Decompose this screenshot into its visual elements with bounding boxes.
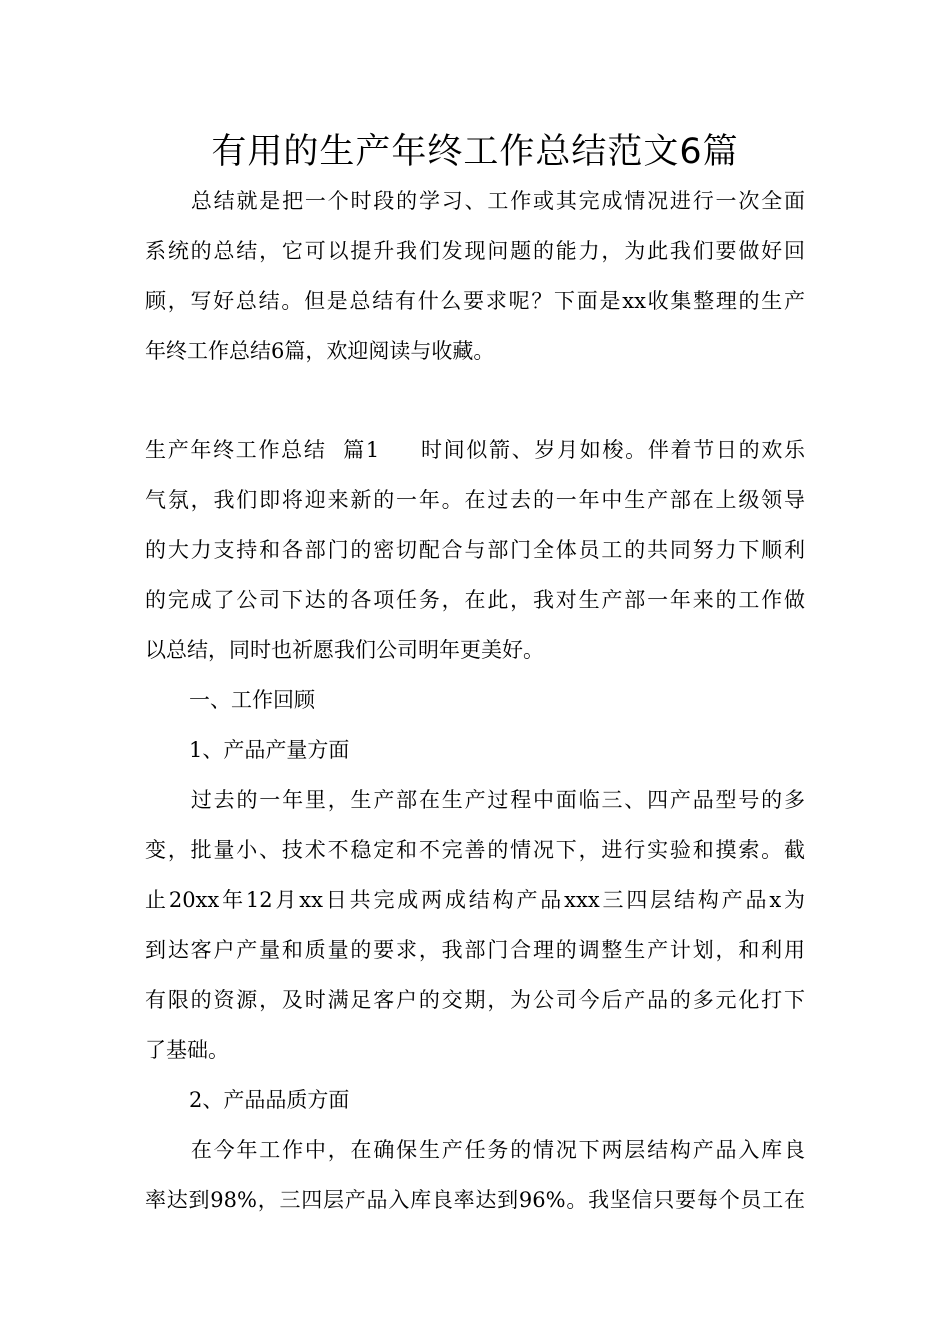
section1-line: 的大力支持和各部门的密切配合与部门全体员工的共同努力下顺利 [145, 538, 805, 562]
section1-line: 气氛，我们即将迎来新的一年。在过去的一年中生产部在上级领导 [145, 488, 805, 512]
output-line: 止20xx年12月xx日共完成两成结构产品xxx三四层结构产品x为 [145, 888, 805, 912]
section1-line: 以总结，同时也祈愿我们公司明年更美好。 [145, 638, 544, 662]
quality-line: 率达到98%，三四层产品入库良率达到96%。我坚信只要每个员工在 [145, 1188, 805, 1212]
review-heading: 一、工作回顾 [189, 688, 315, 712]
output-line: 到达客户产量和质量的要求，我部门合理的调整生产计划，和利用 [145, 938, 805, 962]
intro-line: 年终工作总结6篇，欢迎阅读与收藏。 [145, 339, 495, 363]
section1-heading: 生产年终工作总结 篇1 [145, 438, 380, 462]
output-line: 有限的资源，及时满足客户的交期，为公司今后产品的多元化打下 [145, 988, 805, 1012]
intro-line: 总结就是把一个时段的学习、工作或其完成情况进行一次全面 [189, 189, 805, 213]
output-line: 变，批量小、技术不稳定和不完善的情况下，进行实验和摸索。截 [145, 838, 805, 862]
intro-line: 顾，写好总结。但是总结有什么要求呢？下面是xx收集整理的生产 [145, 289, 805, 313]
document-title: 有用的生产年终工作总结范文6篇 [211, 132, 739, 172]
work-review-block [145, 675, 805, 1225]
intro-paragraph [145, 176, 805, 376]
section1-line: 的完成了公司下达的各项任务，在此，我对生产部一年来的工作做 [145, 588, 805, 612]
intro-line: 系统的总结，它可以提升我们发现问题的能力，为此我们要做好回 [145, 239, 805, 263]
output-heading: 1、产品产量方面 [189, 738, 350, 762]
section1-paragraph [145, 425, 805, 675]
section1-line: 生产年终工作总结 篇1 时间似箭、岁月如梭。伴着节日的欢乐 [145, 438, 806, 462]
output-line: 过去的一年里，生产部在生产过程中面临三、四产品型号的多 [189, 788, 805, 812]
quality-heading: 2、产品品质方面 [189, 1088, 350, 1112]
output-line: 了基础。 [145, 1038, 229, 1062]
quality-line: 在今年工作中，在确保生产任务的情况下两层结构产品入库良 [189, 1138, 805, 1162]
